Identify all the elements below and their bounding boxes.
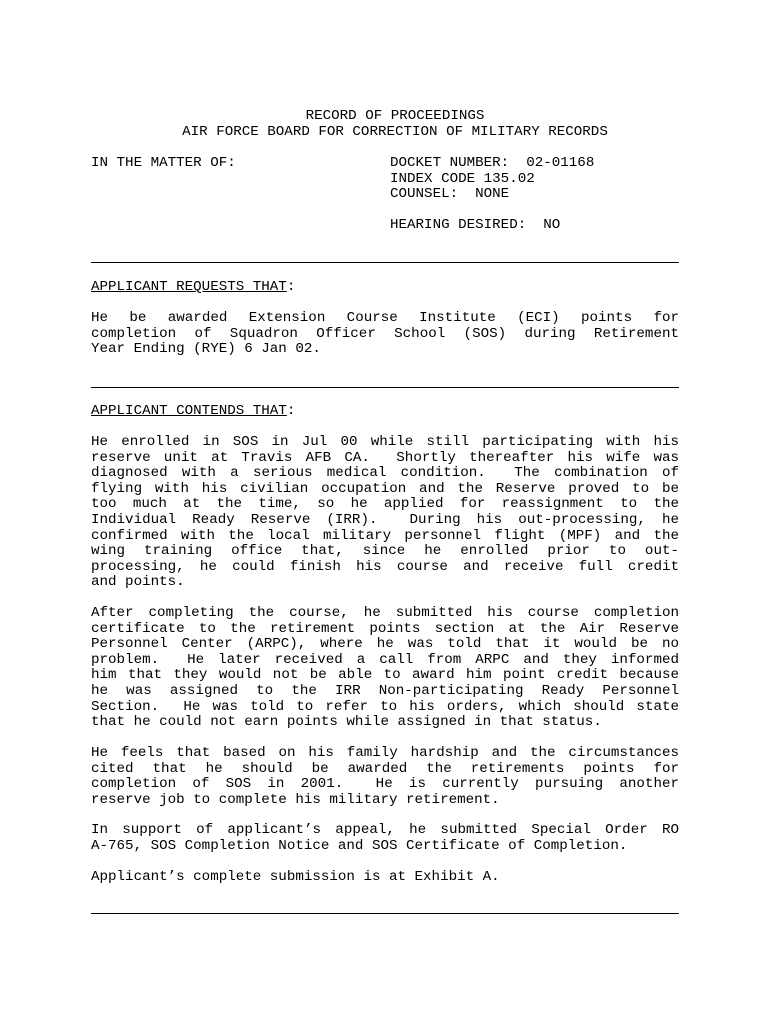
text-line: and points. [91, 574, 185, 591]
text-line: certificate to the retirement points section at the Air Reserve [91, 620, 679, 637]
text-line: completion of Squadron Officer School (SOS) during Retirement [91, 325, 679, 342]
text-line: problem. He later received a call from ARPC and they informed [91, 651, 679, 668]
text-line: A-765, SOS Completion Notice and SOS Certificate of Completion. [91, 837, 628, 854]
text-line: processing, he could finish his course and receive full credit [91, 558, 679, 575]
docket-number: DOCKET NUMBER: 02-01168 [390, 155, 595, 171]
divider [91, 913, 679, 914]
text-line: that he could not earn points while assigned in that status. [91, 714, 602, 731]
text-line: In support of applicant’s appeal, he submitted Special Order RO [91, 822, 679, 838]
text-line: Section. He was told to refer to his orders, which should state [91, 698, 679, 715]
text-line: him that they would not be able to award him point credit because [91, 667, 679, 684]
text-line: He enrolled in SOS in Jul 00 while still participating with his [91, 434, 679, 450]
contends-heading [91, 404, 295, 420]
requests-paragraph [91, 311, 679, 358]
divider [91, 262, 679, 263]
contends-paragraph-4 [91, 823, 679, 854]
text-line: He feels that based on his family hardship and the circumstances [91, 745, 679, 761]
text-line: flying with his civilian occupation and the Reserve proved to be [91, 480, 679, 497]
index-code: INDEX CODE 135.02 [390, 171, 535, 187]
text-line: reserve job to complete his military retirement. [91, 791, 500, 808]
text-line: Year Ending (RYE) 6 Jan 02. [91, 341, 321, 358]
counsel: COUNSEL: NONE [390, 186, 510, 202]
contends-heading-colon: : [286, 403, 296, 419]
text-line: he was assigned to the IRR Non-participating Ready Personnel [91, 682, 679, 699]
requests-heading-text: APPLICANT REQUESTS THAT [91, 279, 287, 295]
text-line: After completing the course, he submitted his course completion [91, 605, 679, 621]
contends-heading-text: APPLICANT CONTENDS THAT [91, 403, 287, 419]
text-line: completion of SOS in 2001. He is currently pursuing another [91, 776, 679, 793]
text-line: He be awarded Extension Course Institute (ECI) points for [91, 310, 679, 326]
text-line: reserve unit at Travis AFB CA. Shortly thereafter his wife was [91, 449, 679, 466]
contends-paragraph-5 [91, 870, 679, 886]
document-subtitle: AIR FORCE BOARD FOR CORRECTION OF MILITARY RECORDS [182, 124, 608, 140]
text-line: cited that he should be awarded the retirements points for [91, 760, 679, 777]
text-line: Personnel Center (ARPC), where he was told that it would be no [91, 636, 679, 653]
contends-paragraph-1 [91, 435, 679, 591]
text-line: confirmed with the local military personnel flight (MPF) and the [91, 527, 679, 544]
contends-paragraph-2 [91, 606, 679, 731]
text-line: Individual Ready Reserve (IRR). During his out-processing, he [91, 511, 679, 528]
matter-label: IN THE MATTER OF: [91, 155, 236, 171]
hearing-desired: HEARING DESIRED: NO [390, 217, 561, 233]
requests-heading-colon: : [286, 279, 296, 295]
contends-paragraph-3 [91, 746, 679, 808]
text-line: Applicant’s complete submission is at Exhibit A. [91, 869, 500, 885]
text-line: diagnosed with a serious medical condition. The combination of [91, 465, 679, 482]
divider [91, 387, 679, 388]
requests-heading [91, 280, 295, 296]
text-line: wing training office that, since he enrolled prior to out- [91, 543, 679, 560]
text-line: too much at the time, so he applied for reassignment to the [91, 496, 679, 513]
document-title: RECORD OF PROCEEDINGS [305, 108, 485, 124]
